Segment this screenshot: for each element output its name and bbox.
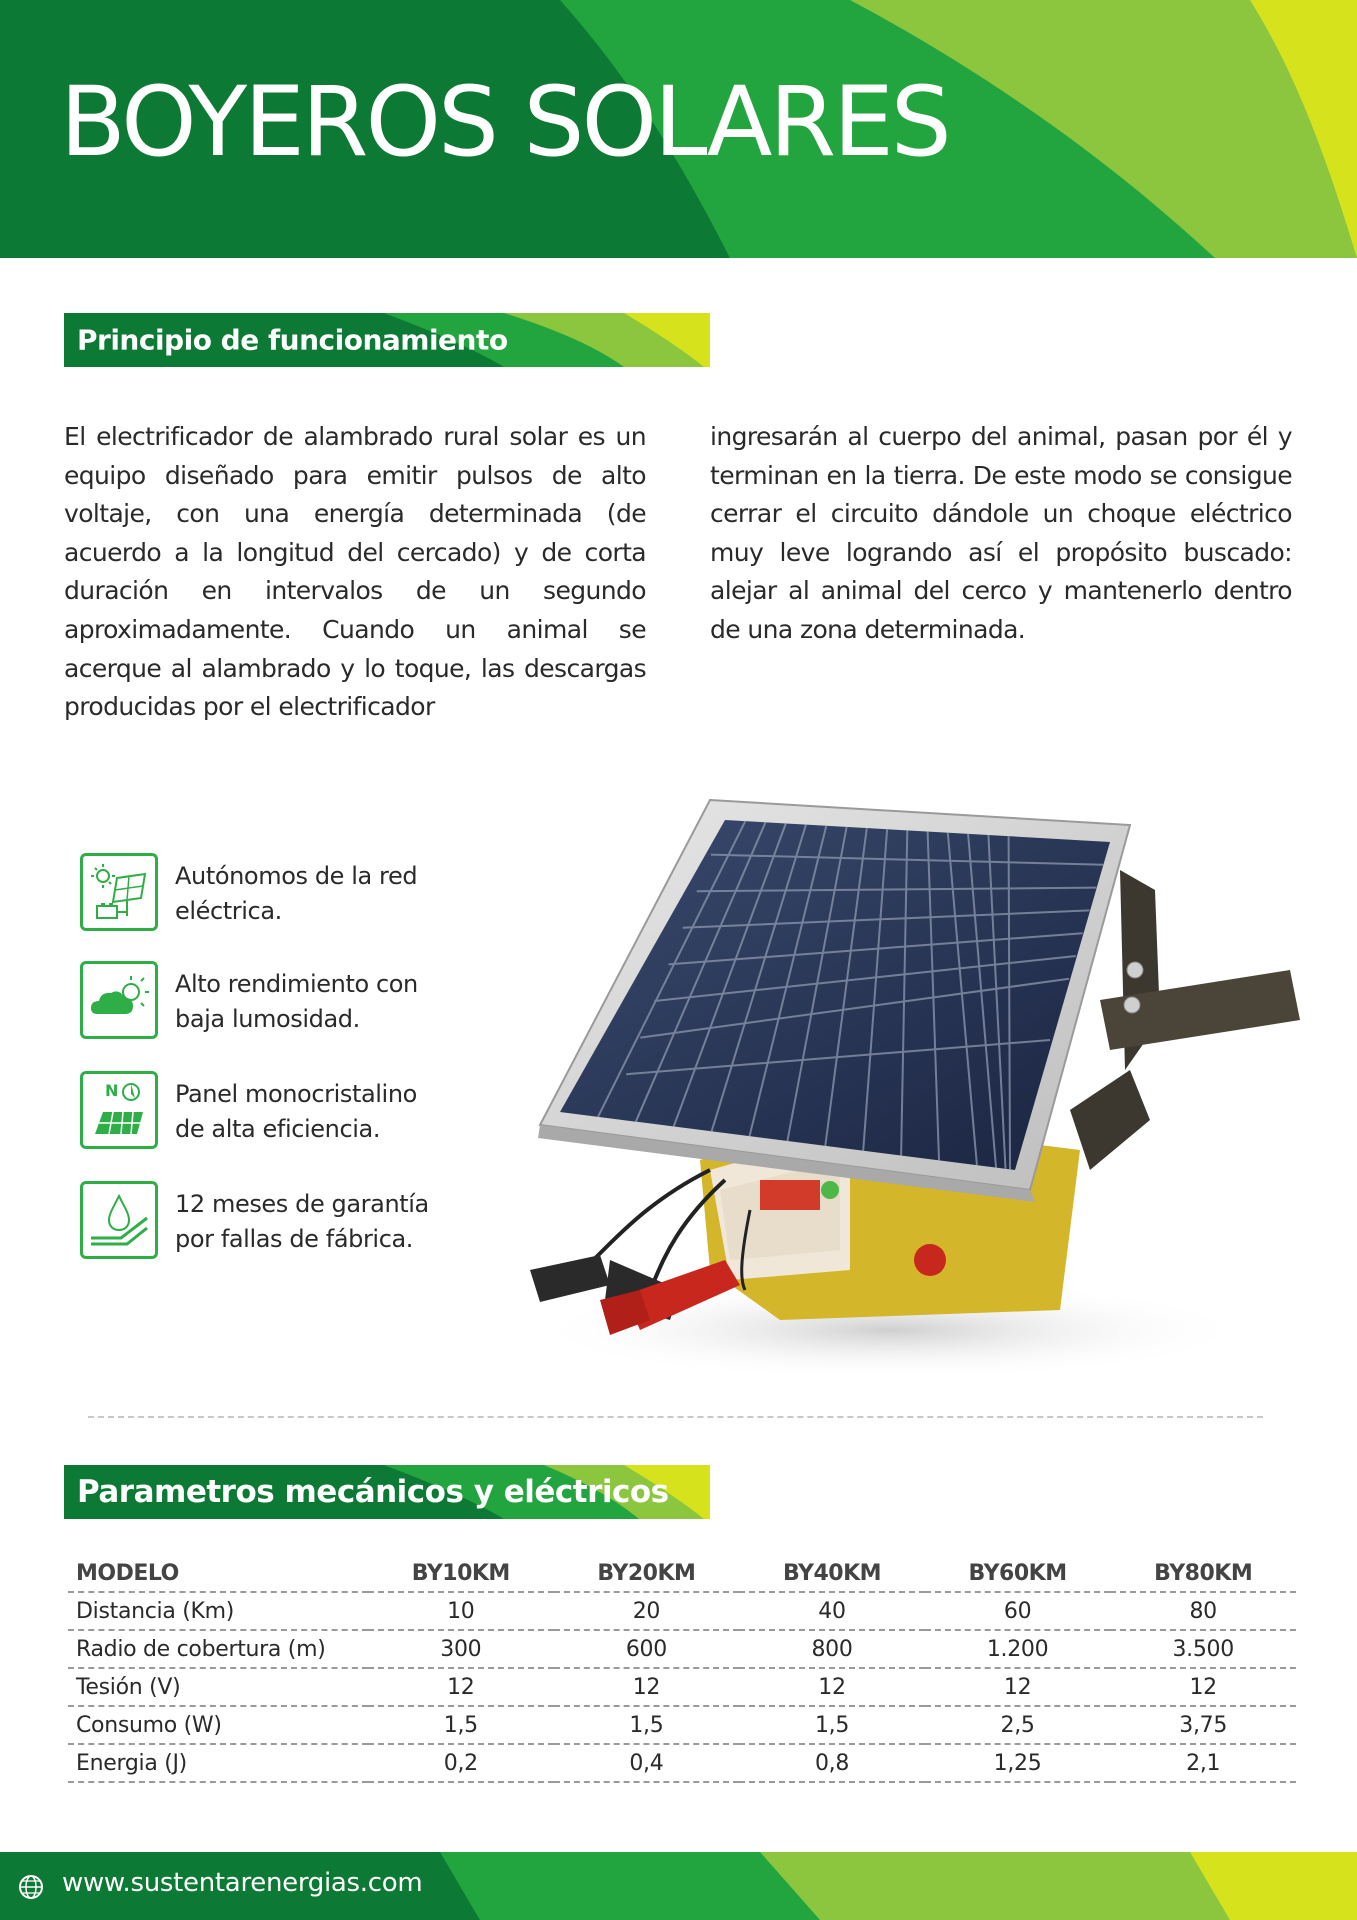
solar-battery-icon (80, 853, 158, 931)
table-cell: 800 (739, 1630, 925, 1668)
table-header-cell: BY80KM (1110, 1556, 1296, 1592)
section-title: Principio de funcionamiento (77, 323, 508, 357)
table-cell: 2,1 (1110, 1744, 1296, 1782)
table-cell: 0,8 (739, 1744, 925, 1782)
table-cell: 12 (1110, 1668, 1296, 1706)
table-cell: 2,5 (925, 1706, 1111, 1744)
section-title: Parametros mecánicos y eléctricos (77, 1474, 669, 1510)
feature-text-line2: de alta eficiencia. (175, 1115, 381, 1143)
table-cell: Radio de cobertura (m) (68, 1630, 368, 1668)
table-cell: 300 (368, 1630, 554, 1668)
section-banner-params (64, 1465, 710, 1519)
table-cell: Tesión (V) (68, 1668, 368, 1706)
feature-text-line2: por fallas de fábrica. (175, 1225, 414, 1253)
warranty-drop-icon (80, 1181, 158, 1259)
table-cell: 0,4 (554, 1744, 740, 1782)
table-cell: 10 (368, 1592, 554, 1630)
table-cell: 20 (554, 1592, 740, 1630)
page-title: BOYEROS SOLARES (60, 66, 949, 178)
section-banner-principle (64, 313, 710, 367)
table-cell: 1,25 (925, 1744, 1111, 1782)
globe-icon (18, 1874, 44, 1900)
feature-text-line1: Alto rendimiento con (175, 970, 418, 998)
feature-item (80, 853, 480, 933)
feature-text-line1: 12 meses de garantía (175, 1190, 429, 1218)
feature-item (80, 1181, 480, 1261)
feature-item (80, 1071, 480, 1151)
table-cell: Distancia (Km) (68, 1592, 368, 1630)
table-cell: 12 (554, 1668, 740, 1706)
table-cell: 12 (925, 1668, 1111, 1706)
specs-table (68, 1556, 1296, 1783)
cloud-sun-icon (80, 961, 158, 1039)
page-footer (0, 1852, 1357, 1920)
table-row (68, 1668, 1296, 1706)
table-cell: 3,75 (1110, 1706, 1296, 1744)
table-cell: 60 (925, 1592, 1111, 1630)
website-link[interactable]: www.sustentarenergias.com (62, 1868, 423, 1898)
table-header-cell: BY20KM (554, 1556, 740, 1592)
table-cell: 600 (554, 1630, 740, 1668)
table-cell: 12 (368, 1668, 554, 1706)
feature-text-line2: eléctrica. (175, 897, 282, 925)
table-header-row (68, 1556, 1296, 1592)
svg-text:N: N (105, 1081, 119, 1100)
section-divider (88, 1416, 1263, 1418)
table-cell: 0,2 (368, 1744, 554, 1782)
feature-text-line2: baja lumosidad. (175, 1005, 360, 1033)
intro-paragraph-left: El electrificador de alambrado rural solar es un equipo diseñado para emitir pulsos de alto voltaje, con una energía determinada (de acuerdo a la longitud del cercado) y de corta duración en intervalos de un segundo aproximadamente. Cuando un animal se acerque al alambrado y lo toque, las descargas producidas por el electrificador (64, 422, 646, 722)
table-cell: 12 (739, 1668, 925, 1706)
intro-paragraph-right: ingresarán al cuerpo del animal, pasan por él y terminan en la tierra. De este modo se consigue cerrar el circuito dándole un choque eléctrico muy leve logrando así el propósito buscado: alejar al animal del cerco y mantenerlo dentro de una zona determinada. (710, 422, 1292, 644)
feature-text-line1: Panel monocristalino (175, 1080, 417, 1108)
table-cell: Consumo (W) (68, 1706, 368, 1744)
feature-text-line1: Autónomos de la red (175, 862, 418, 890)
table-row (68, 1706, 1296, 1744)
feature-item (80, 961, 480, 1041)
table-row (68, 1630, 1296, 1668)
table-header-cell: BY40KM (739, 1556, 925, 1592)
table-cell: 1,5 (739, 1706, 925, 1744)
table-row (68, 1592, 1296, 1630)
table-cell: 1.200 (925, 1630, 1111, 1668)
table-header-cell: BY10KM (368, 1556, 554, 1592)
table-cell: 3.500 (1110, 1630, 1296, 1668)
table-header-cell: BY60KM (925, 1556, 1111, 1592)
table-cell: Energia (J) (68, 1744, 368, 1782)
solar-fence-energizer-image (510, 790, 1310, 1390)
table-row (68, 1744, 1296, 1782)
table-cell: 1,5 (554, 1706, 740, 1744)
table-cell: 1,5 (368, 1706, 554, 1744)
page-header (0, 0, 1357, 258)
table-cell: 80 (1110, 1592, 1296, 1630)
solar-panel-icon (80, 1071, 158, 1149)
table-cell: 40 (739, 1592, 925, 1630)
table-header-cell: MODELO (68, 1556, 368, 1592)
